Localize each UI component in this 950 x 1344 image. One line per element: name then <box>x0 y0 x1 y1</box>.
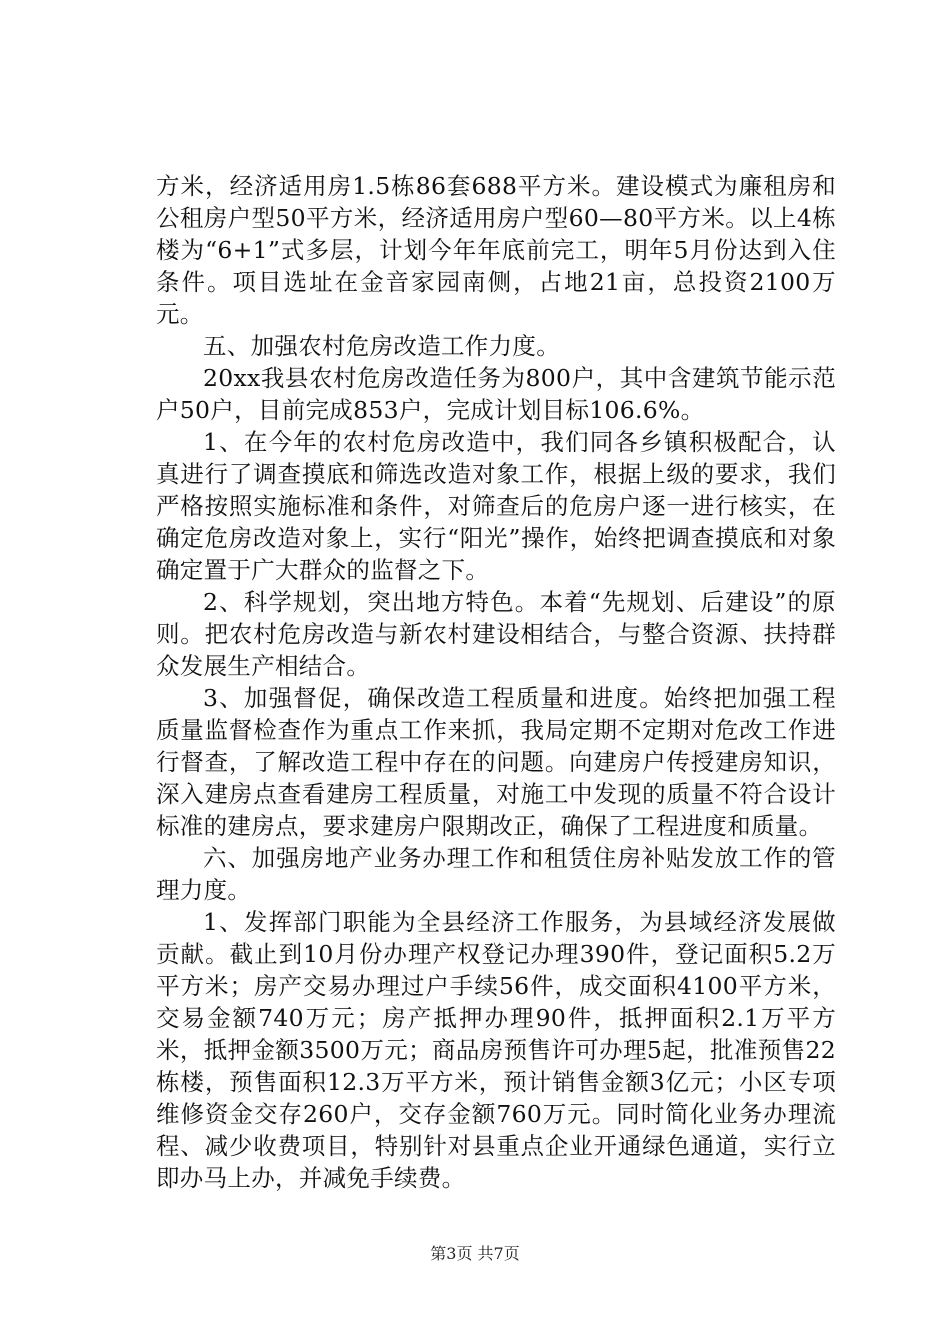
paragraph-quality-supervision: 3、加强督促，确保改造工程质量和进度。始终把加强工程质量监督检查作为重点工作来抓，我局定期不定期对危改工作进行督查，了解改造工程中存在的问题。向建房户传授建房知识，深入建房点查看建房工程质量，对施工中发现的质量不符合设计标准的建房点，要求建房户限期改正，确保了工程进度和质量。 <box>156 684 836 840</box>
paragraph-survey-screening: 1、在今年的农村危房改造中，我们同各乡镇积极配合，认真进行了调查摸底和筛选改造对象工作，根据上级的要求，我们严格按照实施标准和条件，对筛查后的危房户逐一进行核实，在确定危房改造对象上，实行“阳光”操作，始终把调查摸底和对象确定置于广大群众的监督之下。 <box>156 428 836 584</box>
paragraph-real-estate-services: 1、发挥部门职能为全县经济工作服务，为县域经济发展做贡献。截止到10月份办理产权登记办理390件，登记面积5.2万平方米；房产交易办理过户手续56件，成交面积4100平方米，交易金额740万元；房产抵押办理90件，抵押面积2.1万平方米，抵押金额3500万元；商品房预售许可办理5起，批准预售22栋楼，预售面积12.3万平方米，预计销售金额3亿元；小区专项维修资金交存260户，交存金额760万元。同时简化业务办理流程、减少收费项目，特别针对县重点企业开通绿色通道，实行立即办马上办，并减免手续费。 <box>156 908 836 1192</box>
page-footer <box>0 1244 950 1264</box>
paragraph-scientific-planning: 2、科学规划，突出地方特色。本着“先规划、后建设”的原则。把农村危房改造与新农村建设相结合，与整合资源、扶持群众发展生产相结合。 <box>156 588 836 680</box>
document-body <box>156 170 836 1194</box>
section-heading-real-estate: 六、加强房地产业务办理工作和租赁住房补贴发放工作的管理力度。 <box>156 844 836 904</box>
paragraph-renovation-task: 20xx我县农村危房改造任务为800户，其中含建筑节能示范户50户，目前完成853户，完成计划目标106.6%。 <box>156 364 836 424</box>
paragraph-housing-projects: 方米，经济适用房1.5栋86套688平方米。建设模式为廉租房和公租房户型50平方米，经济适用房户型60—80平方米。以上4栋楼为“6+1”式多层，计划今年年底前完工，明年5月份达到入住条件。项目选址在金音家园南侧，占地21亩，总投资2100万元。 <box>156 172 836 328</box>
page-number-label: 第3页 共7页 <box>430 1244 520 1263</box>
section-heading-rural-renovation: 五、加强农村危房改造工作力度。 <box>203 332 560 360</box>
